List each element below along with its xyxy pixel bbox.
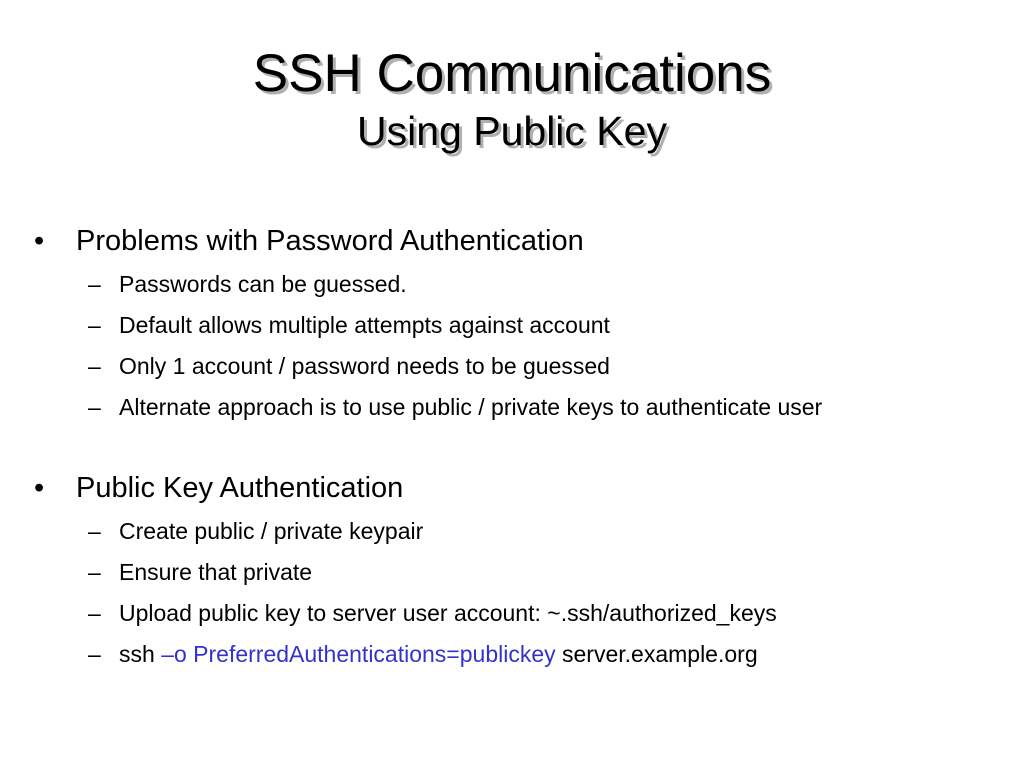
sub-bullet-item [88,556,948,589]
sub-bullet-item [88,391,948,424]
sub-bullet-item [88,597,948,630]
ssh-command-line [119,638,948,671]
sub-bullet-item [88,268,948,301]
slide-title: SSH Communications [252,44,772,103]
command-option: –o PreferredAuthentications=publickey [161,641,556,667]
sub-bullet-item [88,350,948,383]
command-host: server.example.org [555,641,758,667]
sub-bullet-text: Only 1 account / password needs to be guessed [119,353,610,379]
command-prefix: ssh [119,641,162,667]
bullet-marker: • [34,472,45,504]
sub-bullet-text: Passwords can be guessed. [119,271,407,297]
sub-bullet-text: Alternate approach is to use public / private keys to authenticate user [119,394,823,420]
sub-bullet-text: Ensure that private [119,559,313,585]
sub-bullet-text: Create public / private keypair [119,518,424,544]
bullet-heading: Public Key Authentication [76,472,404,504]
dash-marker: – [88,271,101,297]
dash-marker: – [88,600,101,626]
sub-bullet-item [88,638,948,671]
dash-marker: – [88,641,101,667]
slide-subtitle: Using Public Key [357,108,667,154]
bullet-heading: Problems with Password Authentication [76,225,584,257]
dash-marker: – [88,353,101,379]
sub-bullet-text: Upload public key to server user account: ~.ssh/authorized_keys [119,600,777,626]
sub-bullet-item [88,515,948,548]
bullet-marker: • [34,225,45,257]
dash-marker: – [88,312,101,338]
dash-marker: – [88,518,101,544]
sub-bullet-text: Default allows multiple attempts against account [119,312,610,338]
sub-bullet-item [88,309,948,342]
dash-marker: – [88,394,101,420]
dash-marker: – [88,559,101,585]
